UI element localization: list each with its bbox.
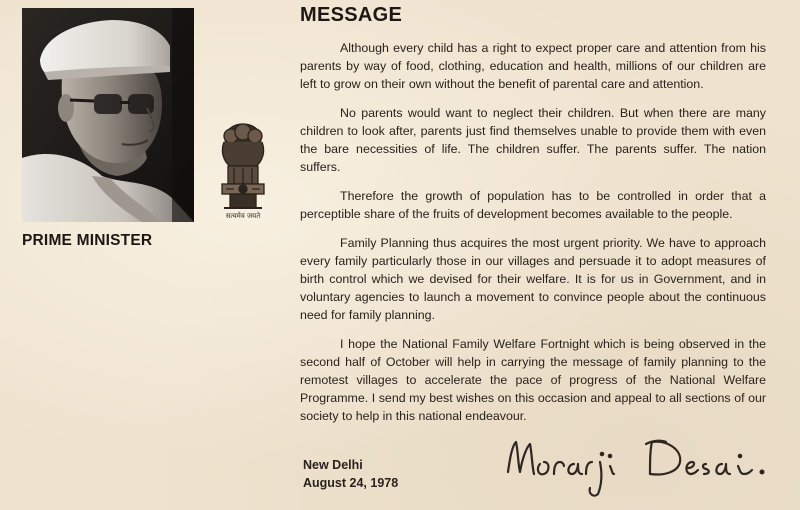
emblem-motto: सत्यमेव जयते xyxy=(225,212,261,220)
message-paragraph: I hope the National Family Welfare Fortnight which is being observed in the second half of October will help in carrying the message of family planning to the remotest villages to accelerate the pace of progress of the National Welfare Programme. I send my best wishes on this occasion and appeal to all sections of our society to help in this national endeavour. xyxy=(300,337,766,423)
message-body xyxy=(300,39,766,436)
message-paragraph: Although every child has a right to expect proper care and attention from his parents by way of food, clothing, education and health, millions of our children are left to grow on their own without the benefit of parental care and attention. xyxy=(300,41,766,91)
prime-minister-caption: PRIME MINISTER xyxy=(22,232,153,249)
place: New Delhi xyxy=(303,458,363,472)
signature xyxy=(500,428,780,500)
message-paragraph: Therefore the growth of population has to be controlled in order that a perceptible share of the fruits of development becomes available to the people. xyxy=(300,189,766,221)
message-title: MESSAGE xyxy=(300,4,403,26)
portrait-photo xyxy=(22,8,194,222)
message-paragraph: No parents would want to neglect their children. But when there are many children to look after, parents just find themselves unable to provide them with even the bare necessities of life. The children suffer. The parents suffer. The nation suffers. xyxy=(300,106,766,174)
national-emblem-icon xyxy=(214,122,272,222)
place-date-block xyxy=(303,456,398,492)
date: August 24, 1978 xyxy=(303,476,399,490)
message-paragraph: Family Planning thus acquires the most urgent priority. We have to approach every family particularly those in our villages and persuade it to adopt measures of birth control which we devised for their welfare. It is for us in Government, and in voluntary agencies to launch a movement to convince people about the continuous need for family planning. xyxy=(300,236,766,322)
